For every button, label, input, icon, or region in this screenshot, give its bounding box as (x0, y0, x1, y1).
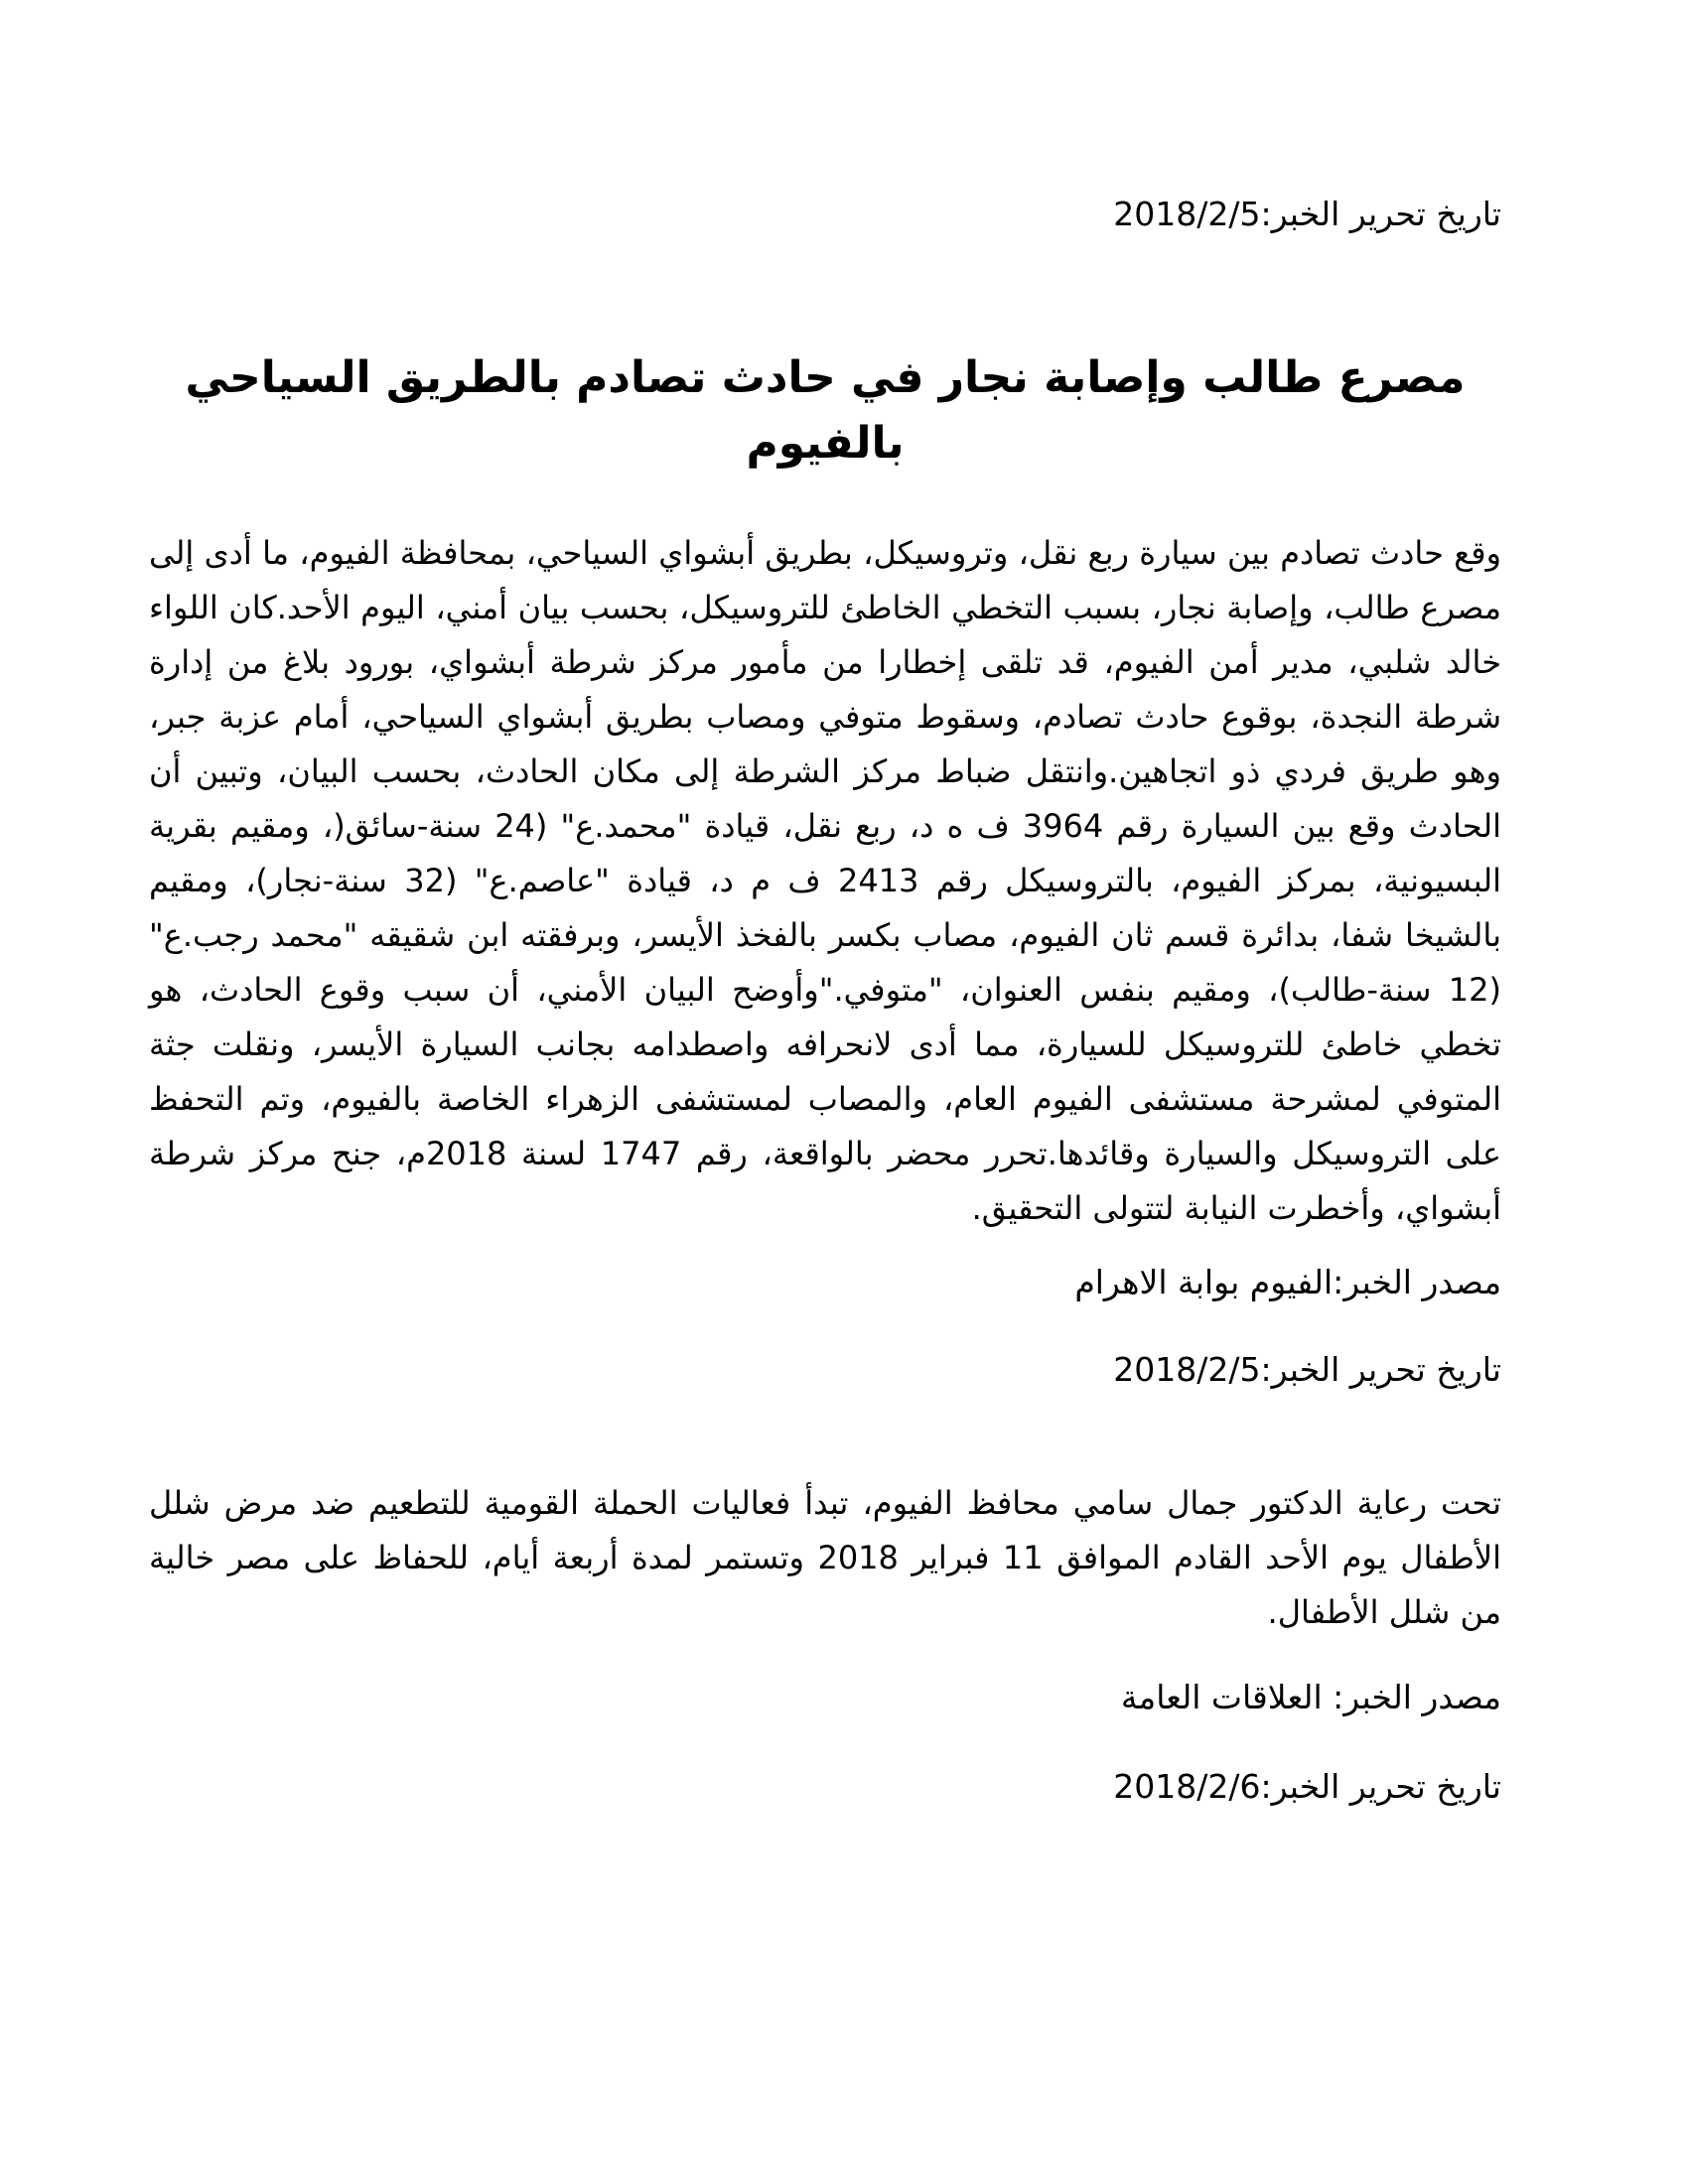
article-headline: مصرع طالب وإصابة نجار في حادث تصادم بالطريق السياحي بالفيوم (185, 352, 1466, 469)
top-edit-date-line: تاريخ تحرير الخبر:2018/2/5 (1113, 195, 1501, 233)
article2-source-line: مصدر الخبر: العلاقات العامة (1120, 1678, 1501, 1716)
article2-edit-date-line: تاريخ تحرير الخبر:2018/2/6 (1113, 1767, 1501, 1806)
article1-edit-date-line: تاريخ تحرير الخبر:2018/2/5 (1113, 1350, 1501, 1389)
article1-body-paragraph: وقع حادث تصادم بين سيارة ربع نقل، وتروسيكل، بطريق أبشواي السياحي، بمحافظة الفيوم، ما أدى إلى مصرع طالب، وإصابة نجار، بسبب التخطي الخاطئ للتروسيكل، بحسب بيان أمني، اليوم الأحد.كان اللواء خالد شلبي، مدير أمن الفيوم، قد تلقى إخطارا من مأمور مركز شرطة أبشواي، بورود بلاغ من إدارة شرطة النجدة، بوقوع حادث تصادم، وسقوط متوفي ومصاب بطريق أبشواي السياحي، أمام عزبة جبر، وهو طريق فردي ذو اتجاهين.وانتقل ضباط مركز الشرطة إلى مكان الحادث، بحسب البيان، وتبين أن الحادث وقع بين السيارة رقم 3964 ف ه د، ربع نقل، قيادة "محمد.ع" (24 سنة-سائق(، ومقيم بقرية البسيونية، بمركز الفيوم، بالتروسيكل رقم 2413 ف م د، قيادة "عاصم.ع" (32 سنة-نجار)، ومقيم بالشيخا شفا، بدائرة قسم ثان الفيوم، مصاب بكسر بالفخذ الأيسر، وبرفقته ابن شقيقه "محمد رجب.ع" (12 سنة-طالب)، ومقيم بنفس العنوان، "متوفي."وأوضح البيان الأمني، أن سبب وقوع الحادث، هو تخطي خاطئ للتروسيكل للسيارة، مما أدى لانحرافه واصطدامه بجانب السيارة الأيسر، ونقلت جثة المتوفي لمشرحة مستشفى الفيوم العام، والمصاب لمستشفى الزهراء الخاصة بالفيوم، وتم التحفظ على التروسيكل والسيارة وقائدها.تحرر محضر بالواقعة، رقم 1747 لسنة 2018م، جنح مركز شرطة أبشواي، وأخطرت النيابة لتتولى التحقيق. (149, 534, 1502, 1227)
article2-body-paragraph: تحت رعاية الدكتور جمال سامي محافظ الفيوم، تبدأ فعاليات الحملة القومية للتطعيم ضد مرض شلل الأطفال يوم الأحد القادم الموافق 11 فبراير 2018 وتستمر لمدة أربعة أيام، للحفاظ على مصر خالية من شلل الأطفال. (149, 1484, 1502, 1631)
article1-source-line: مصدر الخبر:الفيوم بوابة الاهرام (1074, 1263, 1501, 1301)
